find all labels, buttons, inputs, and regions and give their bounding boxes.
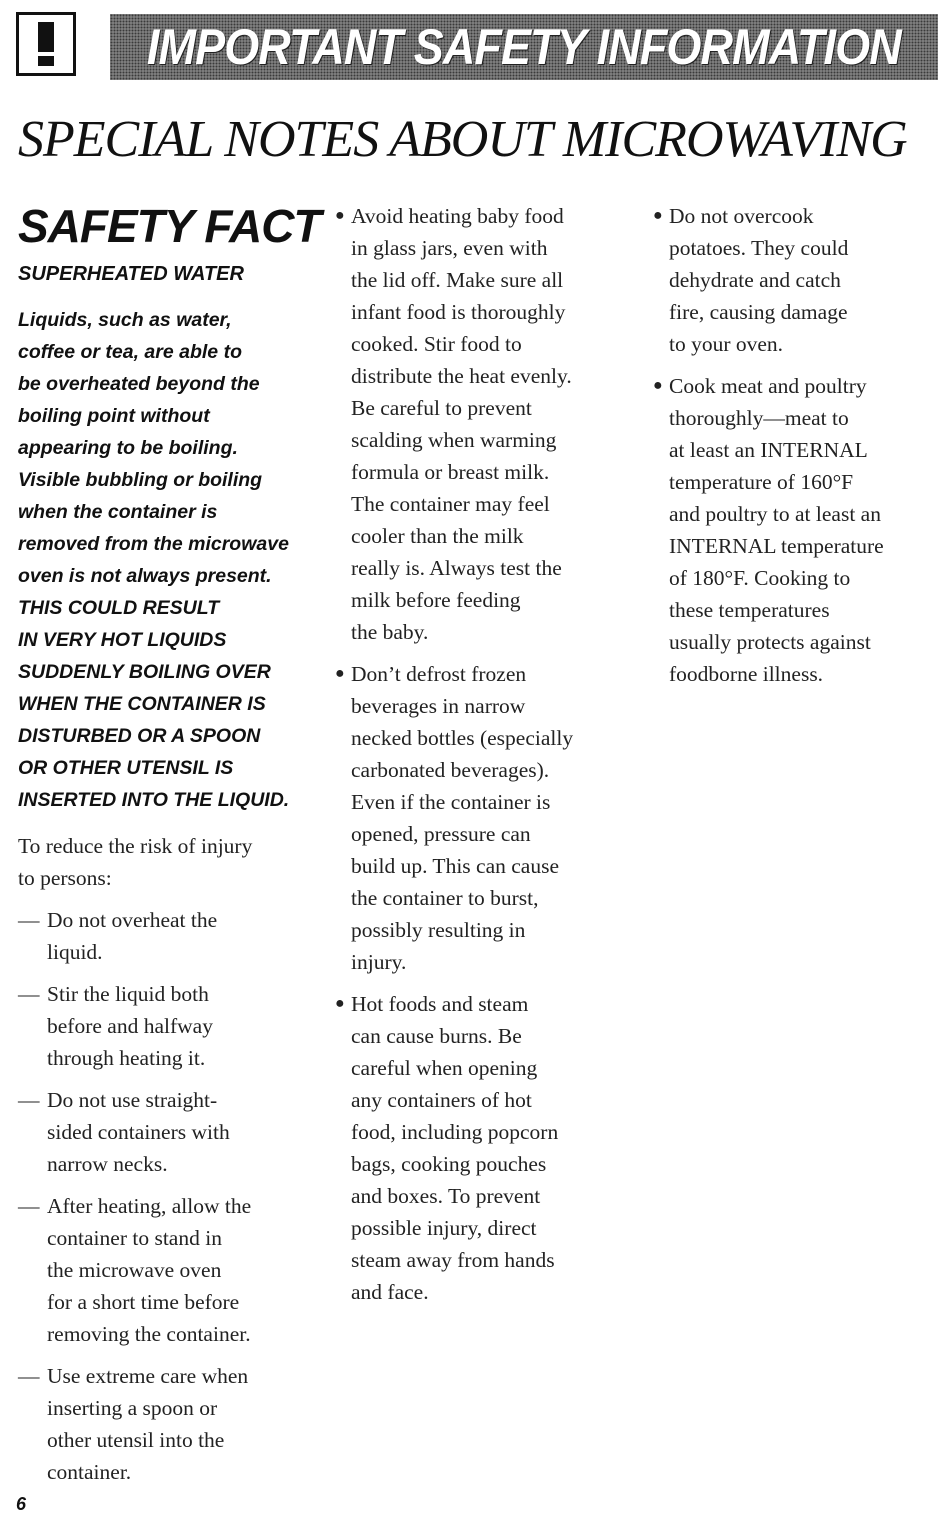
bullet-line: Do not overcook — [669, 204, 814, 228]
dash-item-line: removing the container. — [47, 1322, 251, 1346]
bullet-line: INTERNAL temperature — [669, 534, 884, 558]
bullet-line: the baby. — [351, 620, 429, 644]
bullet-line: of 180°F. Cooking to — [669, 566, 851, 590]
bullet-line: scalding when warming — [351, 428, 557, 452]
bullet-line: carbonated beverages). — [351, 758, 550, 782]
safety-fact-heading: SAFETY FACT — [18, 200, 321, 252]
warning-caps-line: IN VERY HOT LIQUIDS — [18, 629, 227, 651]
warning-caps-line: THIS COULD RESULT — [18, 597, 220, 619]
bullet-line: any containers of hot — [351, 1088, 532, 1112]
bullet-icon: ● — [653, 207, 663, 224]
bullet-item-baby-food — [333, 200, 633, 648]
bullet-line: steam away from hands — [351, 1248, 555, 1272]
dash-mark: — — [18, 1088, 40, 1112]
dash-item-line: before and halfway — [47, 1014, 213, 1038]
bullet-line: in glass jars, even with — [351, 236, 548, 260]
bullet-line: distribute the heat evenly. — [351, 364, 572, 388]
bullet-line: temperature of 160°F — [669, 470, 854, 494]
warning-line: appearing to be boiling. — [18, 437, 238, 459]
warning-line: coffee or tea, are able to — [18, 341, 242, 363]
bullet-line: the lid off. Make sure all — [351, 268, 564, 292]
bullet-line: beverages in narrow — [351, 694, 526, 718]
bullet-line: and boxes. To prevent — [351, 1184, 541, 1208]
dash-item-line: narrow necks. — [47, 1152, 168, 1176]
bullet-line: dehydrate and catch — [669, 268, 841, 292]
bullet-line: build up. This can cause — [351, 854, 559, 878]
bullet-line: opened, pressure can — [351, 822, 531, 846]
dash-mark: — — [18, 908, 40, 932]
warning-line: boiling point without — [18, 405, 210, 427]
bullet-icon: ● — [335, 995, 345, 1012]
bullet-line: necked bottles (especially — [351, 726, 574, 750]
bullet-line: and poultry to at least an — [669, 502, 881, 526]
superheated-water-subheading: SUPERHEATED WATER — [18, 263, 244, 285]
dash-item — [18, 1360, 318, 1488]
bullet-line: Avoid heating baby food — [351, 204, 564, 228]
dash-item-line: Use extreme care when — [47, 1364, 249, 1388]
bullet-line: cooked. Stir food to — [351, 332, 522, 356]
intro-line: to persons: — [18, 866, 112, 890]
column-potatoes-and-meat — [651, 200, 941, 700]
warning-line: removed from the microwave — [18, 533, 289, 555]
bullet-line: possible injury, direct — [351, 1216, 537, 1240]
dash-item-line: container to stand in — [47, 1226, 222, 1250]
page-title: SPECIAL NOTES ABOUT MICROWAVING — [18, 111, 907, 168]
bullet-line: fire, causing damage — [669, 300, 848, 324]
dash-item-line: After heating, allow the — [47, 1194, 252, 1218]
bullet-line: infant food is thoroughly — [351, 300, 566, 324]
bullet-line: Cook meat and poultry — [669, 374, 867, 398]
dash-item-line: Stir the liquid both — [47, 982, 209, 1006]
warning-caps-line: SUDDENLY BOILING OVER — [18, 661, 271, 683]
warning-line: Liquids, such as water, — [18, 309, 232, 331]
bullet-item-frozen-beverages — [333, 658, 633, 978]
dash-mark: — — [18, 1194, 40, 1218]
bullet-icon: ● — [335, 207, 345, 224]
warning-caps-line: OR OTHER UTENSIL IS — [18, 757, 234, 779]
bullet-line: and face. — [351, 1280, 429, 1304]
dash-item-line: through heating it. — [47, 1046, 206, 1070]
bullet-icon: ● — [653, 377, 663, 394]
bullet-line: careful when opening — [351, 1056, 538, 1080]
bullet-line: to your oven. — [669, 332, 784, 356]
dash-item-line: container. — [47, 1460, 132, 1484]
warning-caps-line: INSERTED INTO THE LIQUID. — [18, 789, 290, 811]
bullet-line: Even if the container is — [351, 790, 551, 814]
warning-line: oven is not always present. — [18, 565, 272, 587]
bullet-line: The container may feel — [351, 492, 550, 516]
bullet-line: bags, cooking pouches — [351, 1152, 547, 1176]
bullet-line: can cause burns. Be — [351, 1024, 522, 1048]
safety-banner — [110, 14, 938, 80]
bullet-line: Don’t defrost frozen — [351, 662, 527, 686]
dash-item — [18, 1084, 318, 1180]
bullet-icon: ● — [335, 665, 345, 682]
bullet-line: cooler than the milk — [351, 524, 524, 548]
dash-item-line: the microwave oven — [47, 1258, 222, 1282]
warning-caps-line: WHEN THE CONTAINER IS — [18, 693, 266, 715]
bullet-item-potatoes — [651, 200, 941, 360]
bullet-line: Hot foods and steam — [351, 992, 529, 1016]
exclamation-icon — [35, 20, 57, 68]
dash-item-line: liquid. — [47, 940, 103, 964]
bullet-line: food, including popcorn — [351, 1120, 559, 1144]
warning-line: Visible bubbling or boiling — [18, 469, 263, 491]
bullet-line: potatoes. They could — [669, 236, 849, 260]
dash-item — [18, 1190, 318, 1350]
page-number: 6 — [16, 1494, 27, 1514]
bullet-line: formula or breast milk. — [351, 460, 550, 484]
bullet-line: usually protects against — [669, 630, 871, 654]
dash-item-line: other utensil into the — [47, 1428, 225, 1452]
dash-mark: — — [18, 1364, 40, 1388]
dash-item — [18, 978, 318, 1074]
bullet-line: the container to burst, — [351, 886, 539, 910]
warning-line: be overheated beyond the — [18, 373, 260, 395]
column-baby-food-and-steam — [333, 200, 633, 1318]
warning-line: when the container is — [18, 501, 218, 523]
dash-mark: — — [18, 982, 40, 1006]
bullet-item-meat-poultry — [651, 370, 941, 690]
bullet-line: milk before feeding — [351, 588, 521, 612]
dash-item-line: Do not use straight- — [47, 1088, 218, 1112]
bullet-line: at least an INTERNAL — [669, 438, 868, 462]
dash-item — [18, 904, 318, 968]
banner-title: IMPORTANT SAFETY INFORMATION — [147, 19, 901, 75]
intro-line: To reduce the risk of injury — [18, 834, 253, 858]
dash-item-line: inserting a spoon or — [47, 1396, 218, 1420]
dash-item-line: sided containers with — [47, 1120, 230, 1144]
bullet-line: injury. — [351, 950, 407, 974]
bullet-line: thoroughly—meat to — [669, 406, 849, 430]
dash-item-line: for a short time before — [47, 1290, 240, 1314]
dash-item-line: Do not overheat the — [47, 908, 218, 932]
risk-intro — [18, 830, 318, 894]
superheated-warning-text — [18, 304, 318, 592]
bullet-item-hot-steam — [333, 988, 633, 1308]
column-safety-fact — [18, 200, 321, 1488]
bullet-line: possibly resulting in — [351, 918, 526, 942]
warning-icon-box — [16, 12, 76, 76]
bullet-line: these temperatures — [669, 598, 830, 622]
bullet-line: Be careful to prevent — [351, 396, 532, 420]
warning-caps-line: DISTURBED OR A SPOON — [18, 725, 261, 747]
superheated-warning-caps — [18, 592, 318, 816]
bullet-line: really is. Always test the — [351, 556, 562, 580]
bullet-line: foodborne illness. — [669, 662, 824, 686]
